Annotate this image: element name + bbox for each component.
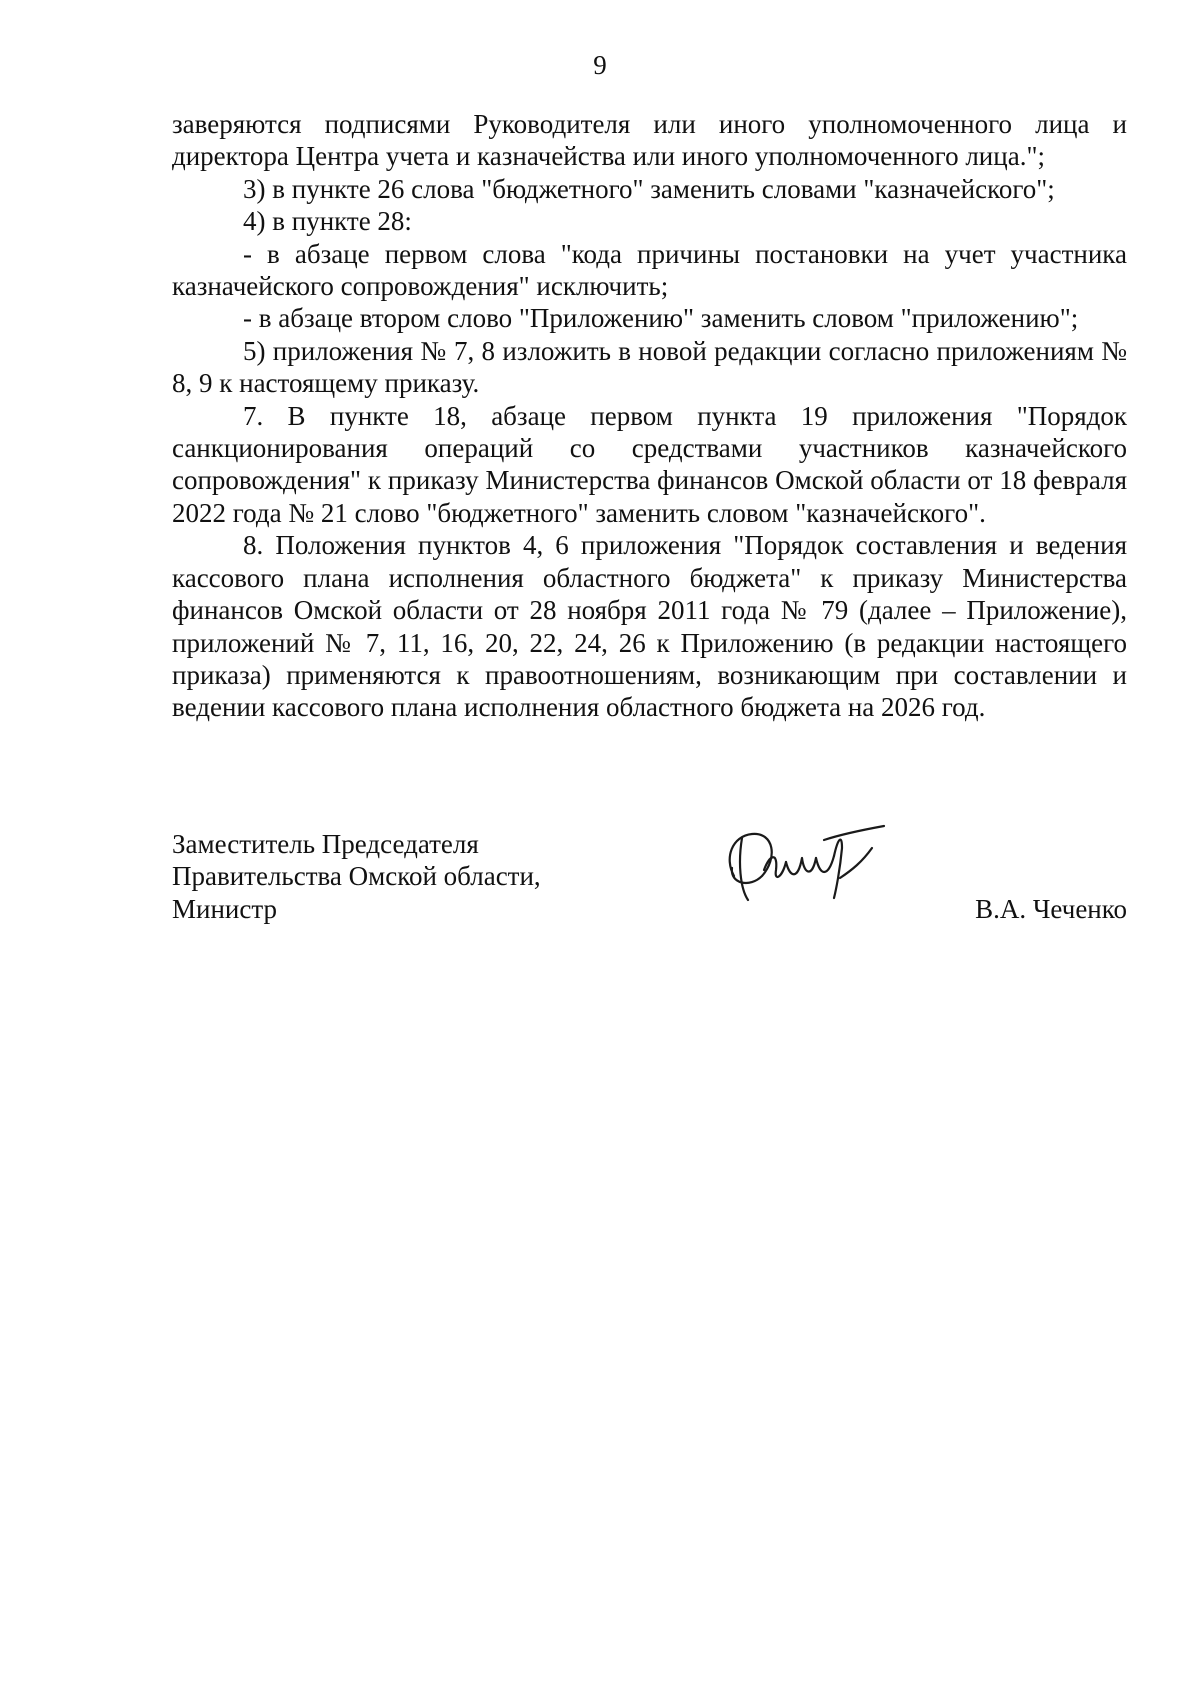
paragraph-item-5: 5) приложения № 7, 8 изложить в новой редакции согласно приложениям № 8, 9 к настоящему приказу. xyxy=(172,335,1127,399)
signatory-position-line: Правительства Омской области, xyxy=(172,861,541,892)
paragraph-clause-7: 7. В пункте 18, абзаце первом пункта 19 приложения "Порядок санкционирования операций со средствами участников казначейского сопровождения" к приказу Министерства финансов Омской области от 18 февраля 2022 года № 21 слово "бюджетного" заменить словом "казначейского". xyxy=(172,400,1127,528)
signatory-name: В.А. Чеченко xyxy=(975,893,1127,924)
signature-block xyxy=(172,828,1127,938)
paragraph-clause-8: 8. Положения пунктов 4, 6 приложения "Порядок составления и ведения кассового плана исполнения областного бюджета" к приказу Министерства финансов Омской области от 28 ноября 2011 года № 79 (далее – Приложение), приложений № 7, 11, 16, 20, 22, 24, 26 к Приложению (в редакции настоящего приказа) применяются к правоотношениям, возникающим при составлении и ведении кассового плана исполнения областного бюджета на 2026 год. xyxy=(172,530,1127,723)
paragraph-item-3: 3) в пункте 26 слова "бюджетного" заменить словами "казначейского"; xyxy=(243,173,1055,204)
paragraph-item-4-first-abzats: - в абзаце первом слова "кода причины постановки на учет участника казначейского сопровождения" исключить; xyxy=(172,238,1127,302)
paragraph-item-4: 4) в пункте 28: xyxy=(243,206,412,237)
signatory-position-line: Министр xyxy=(172,893,277,924)
signatory-position-line: Заместитель Председателя xyxy=(172,829,479,859)
paragraph-continuation: заверяются подписями Руководителя или иного уполномоченного лица и директора Центра учета и казначейства или иного уполномоченного лица."; xyxy=(172,109,1127,172)
document-body xyxy=(172,108,1127,724)
paragraph-item-4-second-abzats: - в абзаце втором слово "Приложению" заменить словом "приложению"; xyxy=(243,303,1079,334)
page-number: 9 xyxy=(593,50,607,80)
signatory-position xyxy=(172,828,541,925)
handwritten-signature xyxy=(712,818,892,918)
